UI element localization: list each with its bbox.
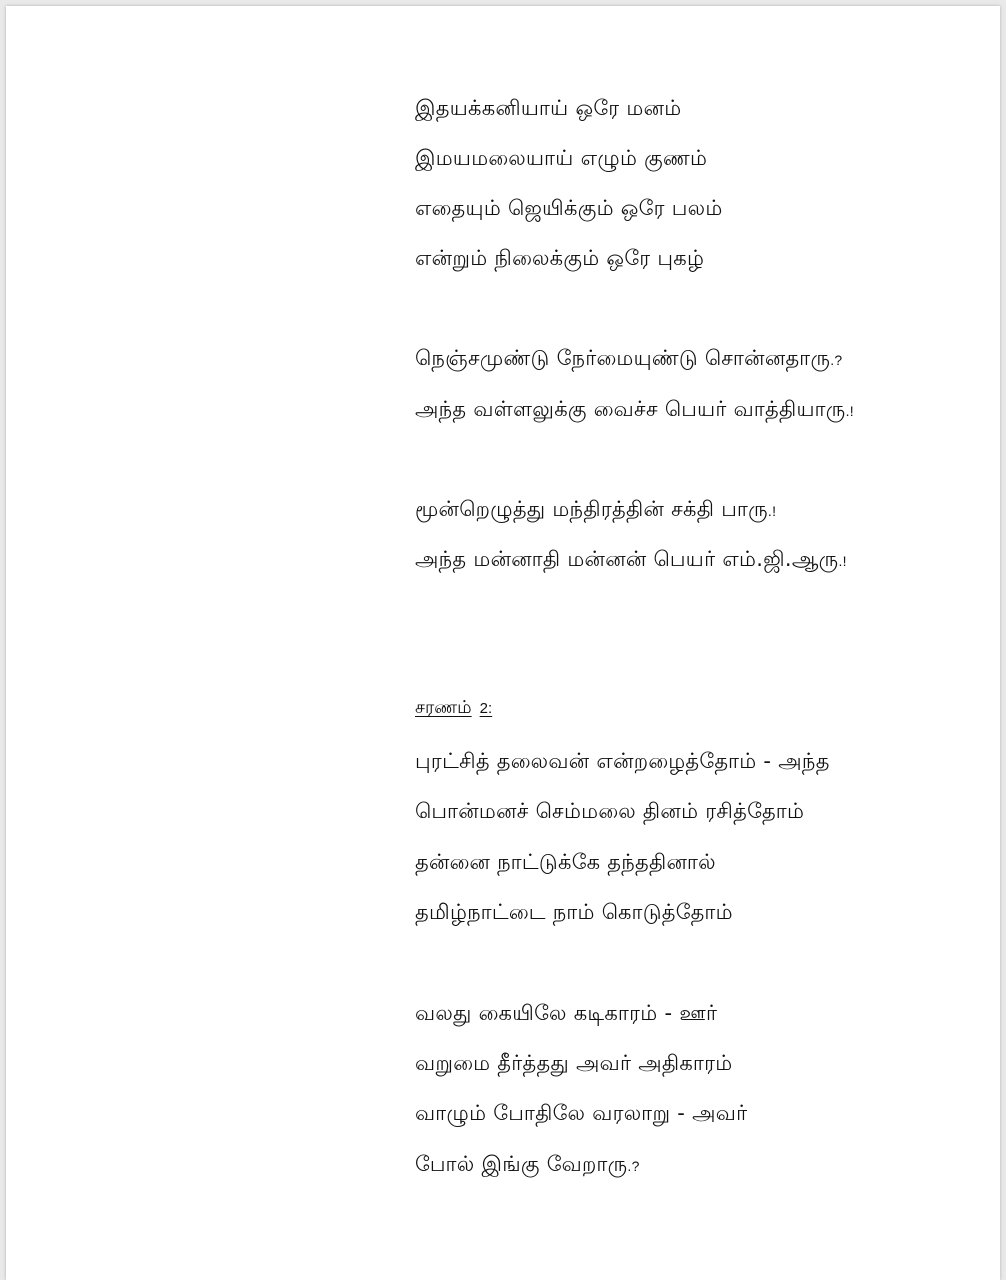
lyric-line: வறுமை தீர்த்தது அவர் அதிகாரம் — [415, 1051, 733, 1075]
lyric-line: இதயக்கனியாய் ஒரே மனம் — [415, 96, 682, 120]
lyric-line: பொன்மனச் செம்மலை தினம் ரசித்தோம் — [415, 799, 805, 823]
lyric-line: வலது கையிலே கடிகாரம் - ஊர் — [415, 1001, 718, 1025]
section-heading-number: 2: — [479, 700, 493, 717]
lyric-line: இமயமலையாய் எழும் குணம் — [415, 146, 708, 170]
lyric-text: அந்த வள்ளலுக்கு வைச்ச பெயர் வாத்தியாரு — [415, 397, 846, 421]
lyric-line — [415, 495, 776, 525]
lyric-line: தன்னை நாட்டுக்கே தந்ததினால் — [415, 850, 716, 874]
lyric-line — [415, 395, 854, 425]
lyric-punctuation: .? — [627, 1158, 640, 1174]
lyric-text: போல் இங்கு வேறாரு — [415, 1152, 628, 1176]
lyric-text: மூன்றெழுத்து மந்திரத்தின் சக்தி பாரு — [415, 497, 768, 521]
lyric-punctuation: .! — [838, 553, 847, 569]
lyric-text: அந்த மன்னாதி மன்னன் பெயர் எம்.ஜி.ஆரு — [415, 547, 839, 571]
lyric-text: நெஞ்சமுண்டு நேர்மையுண்டு சொன்னதாரு — [415, 346, 831, 370]
lyric-line: தமிழ்நாட்டை நாம் கொடுத்தோம் — [415, 900, 733, 924]
section-heading-label: சரணம் — [415, 697, 472, 718]
lyric-punctuation: .! — [767, 503, 777, 519]
lyric-line: புரட்சித் தலைவன் என்றழைத்தோம் - அந்த — [415, 749, 830, 773]
lyric-line: எதையும் ஜெயிக்கும் ஒரே பலம் — [415, 196, 723, 220]
lyric-punctuation: .! — [845, 403, 854, 419]
lyric-line — [415, 545, 847, 575]
document-page — [6, 6, 1000, 1280]
lyric-punctuation: .? — [830, 352, 843, 368]
section-heading — [415, 694, 492, 723]
lyric-line — [415, 344, 843, 374]
lyric-line — [415, 1150, 640, 1180]
lyric-line: என்றும் நிலைக்கும் ஒரே புகழ் — [415, 246, 705, 270]
lyric-line: வாழும் போதிலே வரலாறு - அவர் — [415, 1101, 748, 1125]
